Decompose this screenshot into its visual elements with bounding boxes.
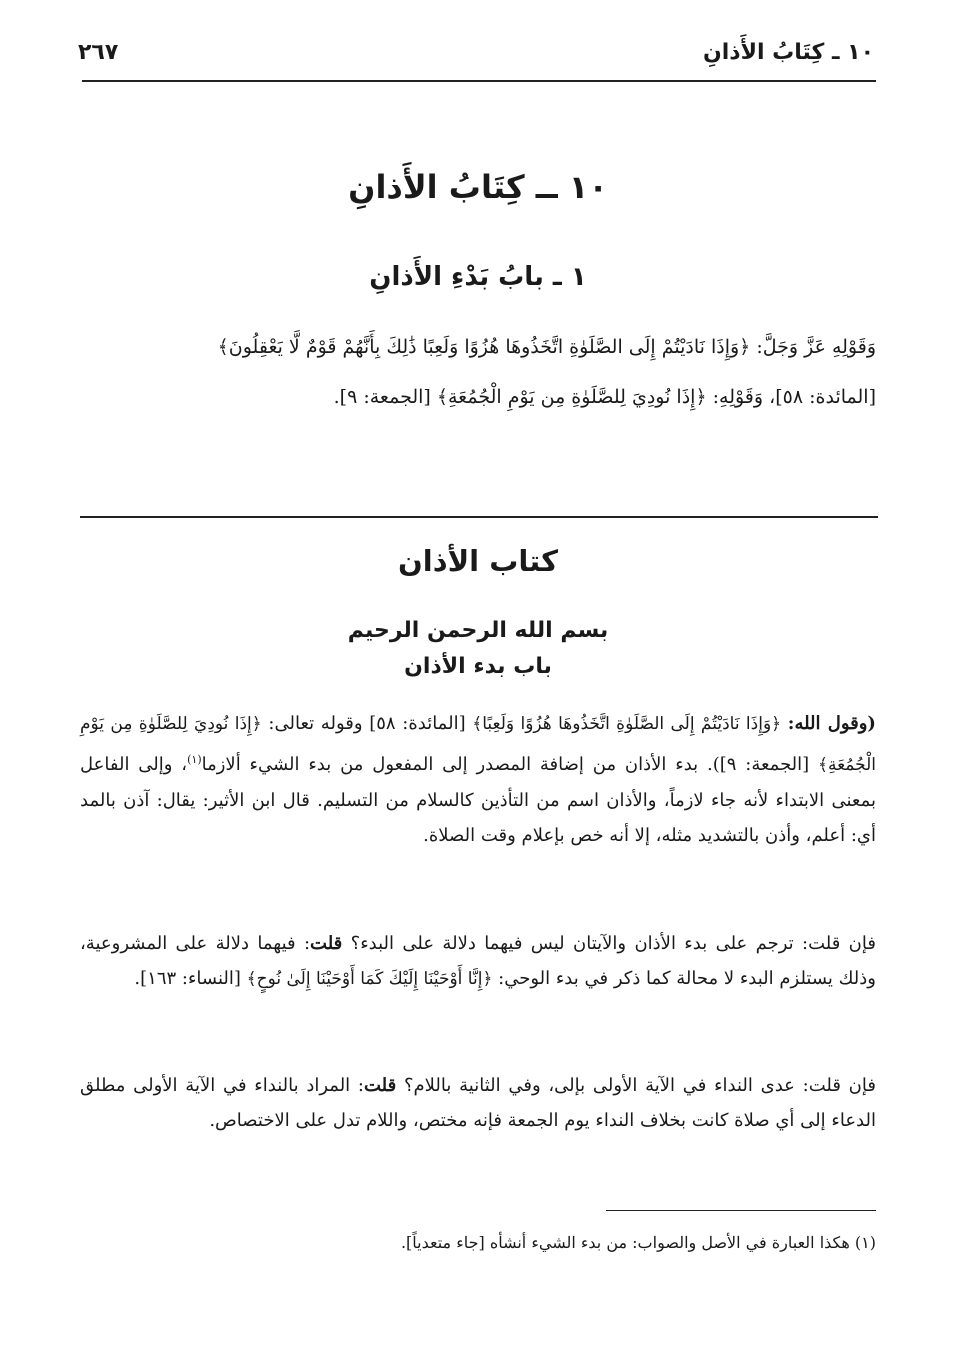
paragraph-text: : المراد بالنداء في الآية الأولى مطلق الدعاء إلى أي صلاة كانت بخلاف النداء يوم الجمعة فإنه مختص، واللام تدل على الاختصاص.	[80, 1075, 876, 1131]
footnote-reference[interactable]: (١)	[187, 753, 202, 766]
paragraph-lead: (وقول الله:	[787, 713, 876, 734]
commentary-paragraph-3	[80, 1068, 876, 1138]
quran-quote: ﴿إِنَّا أَوْحَيْنَا إِلَيْكَ كَمَا أَوْحَيْنَا إِلَىٰ نُوحٍ﴾	[246, 969, 493, 989]
answer-marker: قلت	[363, 1075, 397, 1096]
footnote: (١) هكذا العبارة في الأصل والصواب: من بدء الشيء أنشأه [جاء متعدياً].	[400, 1233, 876, 1252]
paragraph-text: : فيهما دلالة على المشروعية، وذلك يستلزم البدء لا محالة كما ذكر في بدء الوحي:	[80, 933, 876, 989]
matn-line-1: وَقَوْلِهِ عَزَّ وَجَلَّ: ﴿وَإِذَا نَادَيْتُمْ إِلَى الصَّلَوٰةِ اتَّخَذُوهَا هُزُوًا وَلَعِبًا ذَٰلِكَ بِأَنَّهُمْ قَوْمٌ لَّا يَعْقِلُونَ﴾	[217, 336, 876, 358]
quran-quote: ﴿إِذَا نُودِيَ لِلصَّلَوٰةِ مِن يَوْمِ الْجُمُعَةِ﴾	[80, 714, 877, 775]
bab-heading: باب بدء الأذان	[404, 654, 552, 679]
quran-quote: ﴿وَإِذَا نَادَيْتُمْ إِلَى الصَّلَوٰةِ اتَّخَذُوهَا هُزُوًا وَلَعِبًا﴾	[472, 714, 782, 734]
paragraph-text: فإن قلت: عدى النداء في الآية الأولى بإلى، وفي الثانية باللام؟	[403, 1075, 876, 1096]
footnote-divider	[606, 1210, 876, 1211]
commentary-paragraph-2	[80, 926, 876, 997]
paragraph-text: ، وإلى الفاعل بمعنى الابتداء لأنه جاء لازماً، والأذان اسم من التأذين كالسلام من التسليم. قال ابن الأثير: يقال: آذن بالمد أي: أعلم، وأذن بالتشديد مثله، إلا أنه خص بإعلام وقت الصلاة.	[80, 754, 876, 846]
paragraph-text: : ترجم على بدء الأذان والآيتان ليس فيهما دلالة على البدء؟	[350, 933, 809, 954]
paragraph-text: [المائدة: ٥٨] وقوله تعالى:	[268, 713, 466, 734]
basmala: بسم الله الرحمن الرحيم	[347, 618, 609, 643]
header-divider	[82, 80, 876, 82]
commentary-title: كتاب الأذان	[398, 544, 558, 578]
matn-line-2: [المائدة: ٥٨]، وَقَوْلِهِ: ﴿إِذَا نُودِيَ لِلصَّلَوٰةِ مِن يَوْمِ الْجُمُعَةِ﴾ [الجمعة: ٩].	[333, 386, 876, 408]
book-title: ١٠ ــ كِتَابُ الأَذانِ	[348, 168, 608, 206]
paragraph-text: [الجمعة: ٩]). بدء الأذان من إضافة المصدر إلى المفعول من بدء الشيء ألازما	[201, 754, 810, 775]
matn-text	[80, 322, 876, 422]
answer-marker: قلت	[310, 933, 343, 954]
paragraph-text: فإن قلت	[808, 933, 876, 954]
commentary-paragraph-1	[80, 706, 876, 853]
running-header-title: ١٠ ـ كِتَابُ الأَذانِ	[702, 40, 874, 65]
chapter-title: ١ ـ بابُ بَدْءِ الأَذانِ	[369, 262, 587, 292]
section-divider	[80, 516, 878, 518]
paragraph-text: [النساء: ١٦٣].	[134, 968, 241, 989]
page-number: ٢٦٧	[78, 40, 119, 65]
